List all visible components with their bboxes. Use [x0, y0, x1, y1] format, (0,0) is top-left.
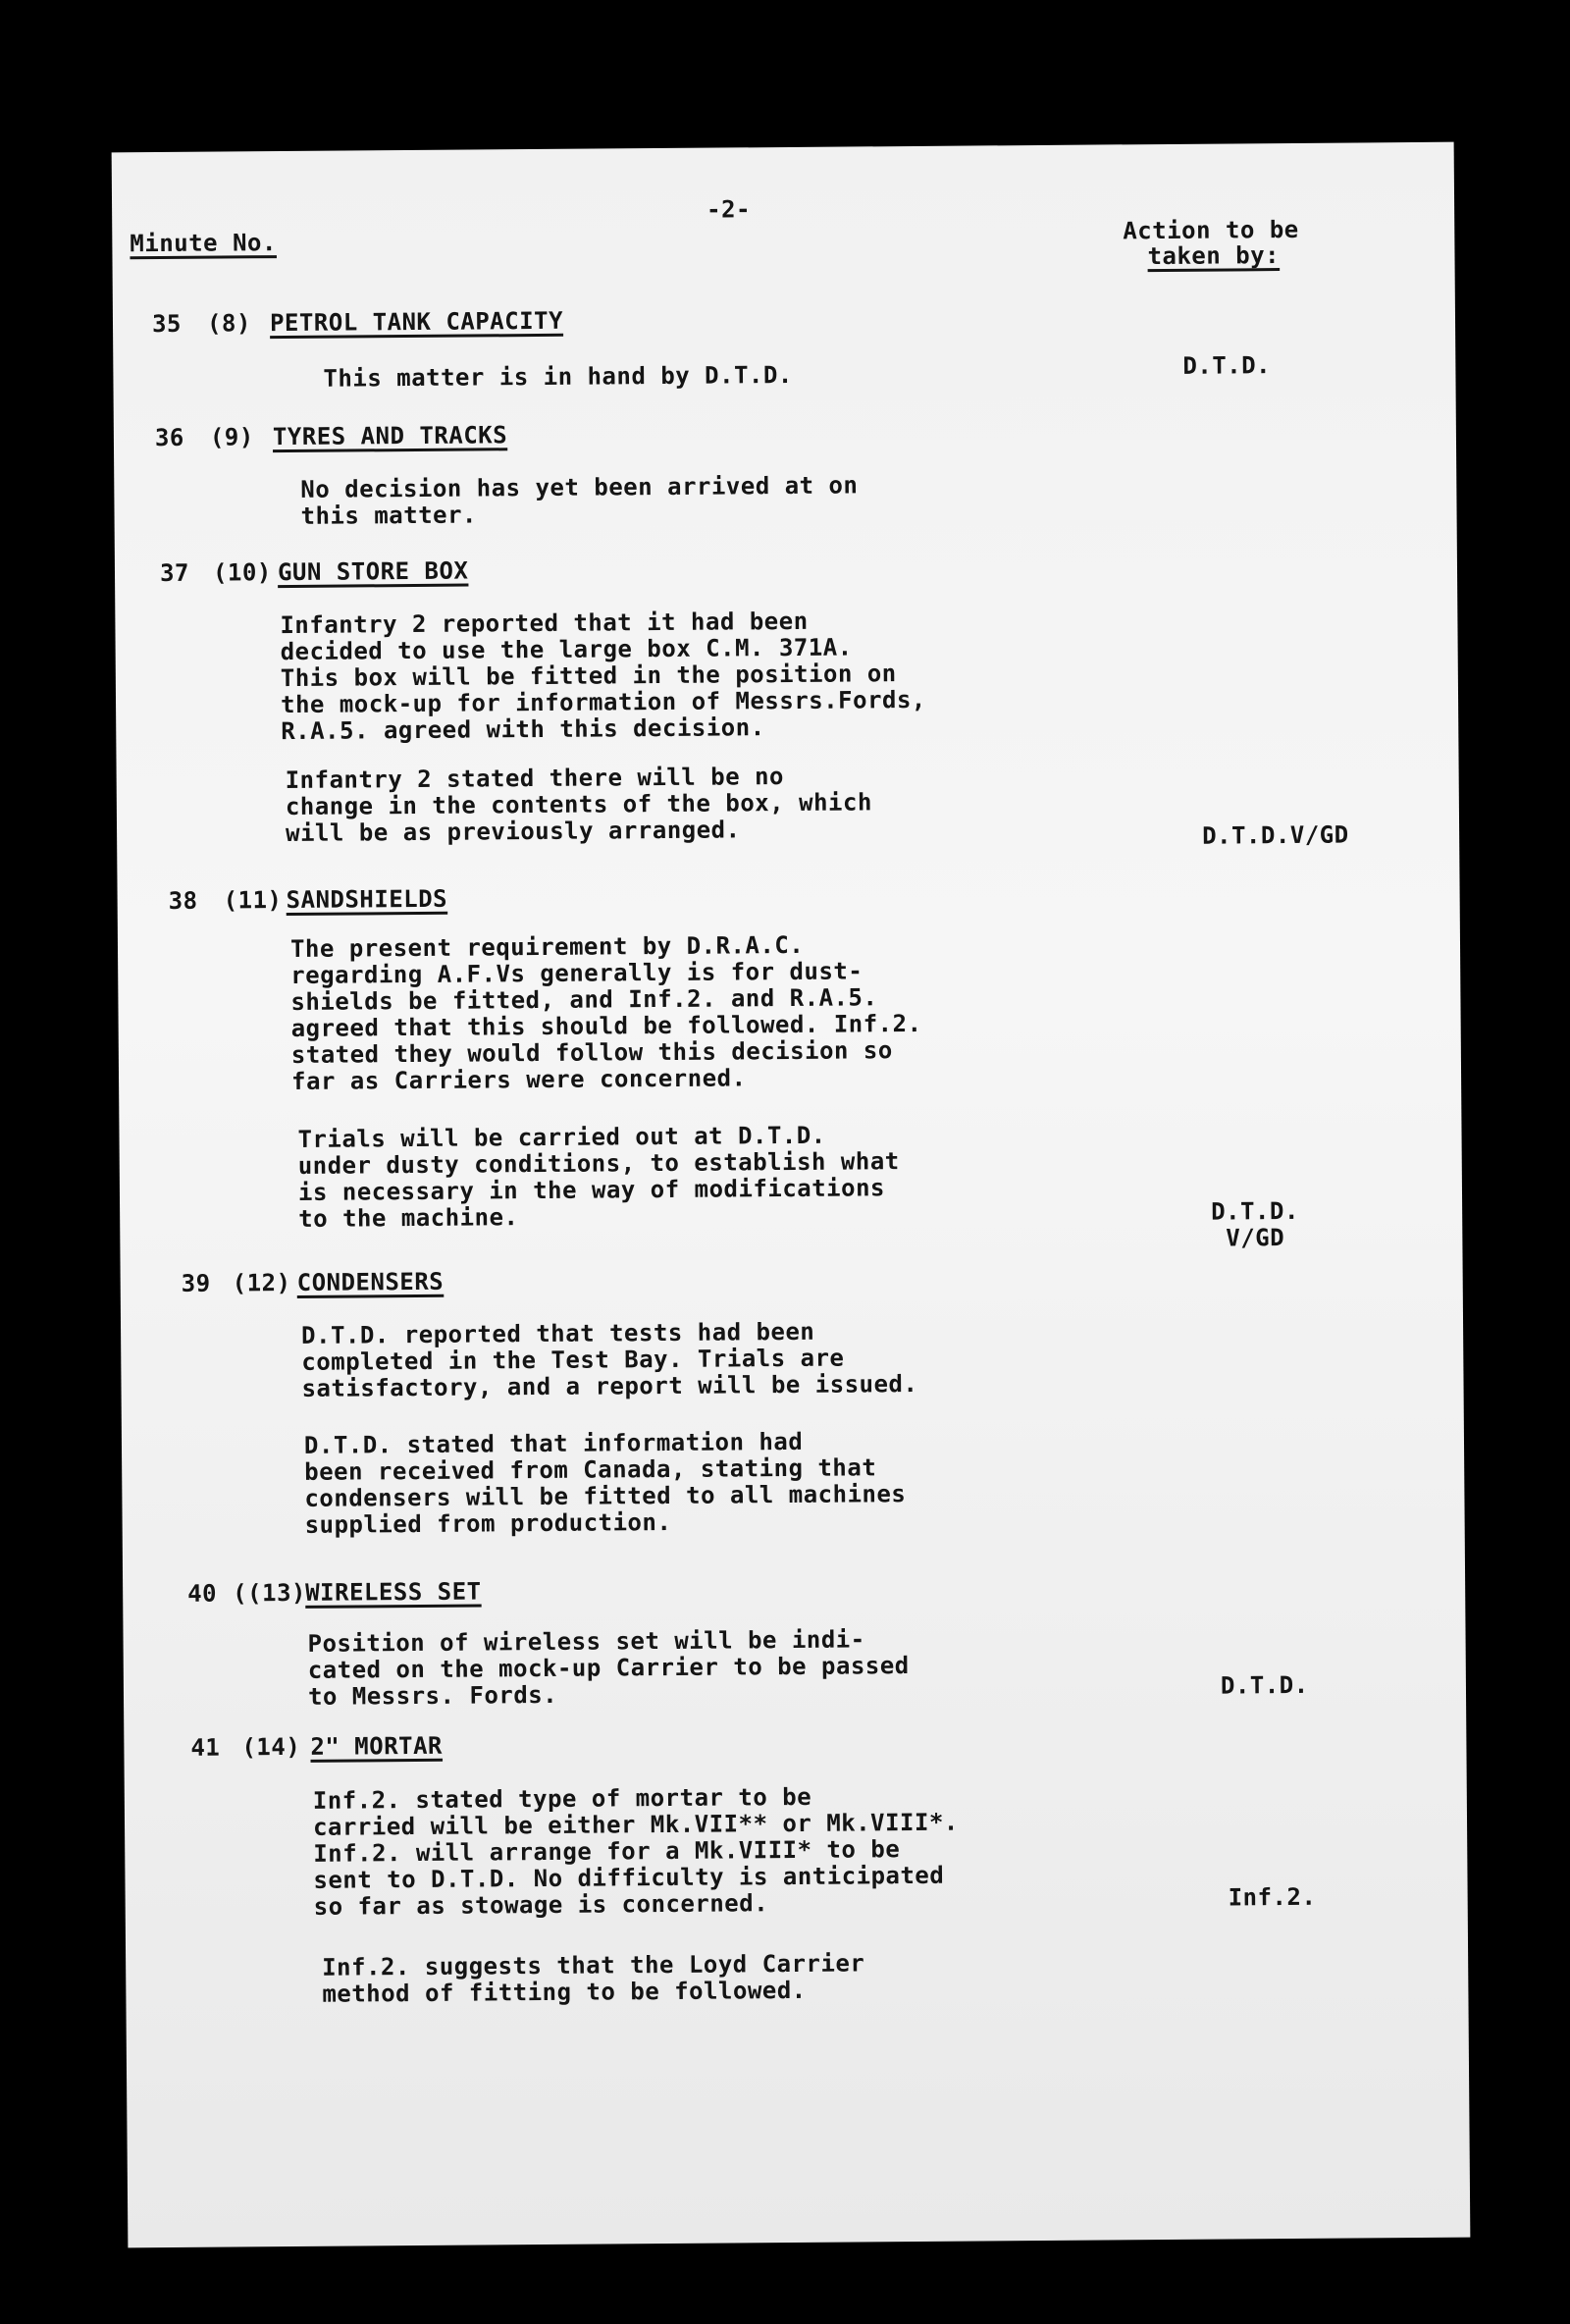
- item-sub-number: (8): [206, 309, 251, 338]
- item-title: TYRES AND TRACKS: [272, 421, 508, 451]
- item-action: D.T.D.V/GD: [1202, 820, 1349, 850]
- item-sub-number: (11): [223, 886, 283, 915]
- item-action: D.T.D. V/GD: [1211, 1196, 1299, 1252]
- item-paragraph: Trials will be carried out at D.T.D. under dusty conditions, to establish what is necessary in the way of modifications to the machine.: [297, 1121, 900, 1233]
- item-paragraph: Inf.2. stated type of mortar to be carried will be either Mk.VII** or Mk.VIII*. Inf.2. will arrange for a Mk.VIII* to be sent to D.T.D. No difficulty is anticipated so far as stowage is concerned.: [312, 1782, 959, 1921]
- item-title: WIRELESS SET: [305, 1577, 482, 1607]
- item-paragraph: Infantry 2 reported that it had been decided to use the large box C.M. 371A. This box will be fitted in the position on the mock-up for information of Messrs.Fords, R.A.5. agreed with this decision.: [280, 607, 926, 746]
- item-paragraph: No decision has yet been arrived at on this matter.: [300, 471, 859, 530]
- item-paragraph: This matter is in hand by D.T.D.: [323, 360, 793, 393]
- item-number: 38: [168, 886, 198, 915]
- item-number: 36: [154, 423, 184, 452]
- document-page: [112, 142, 1471, 2248]
- item-number: 41: [190, 1733, 221, 1762]
- item-action: D.T.D.: [1182, 351, 1272, 380]
- item-paragraph: Position of wireless set will be indi- cated on the mock-up Carrier to be passed to Messrs. Fords.: [307, 1625, 910, 1711]
- item-sub-number: ((13): [233, 1578, 307, 1608]
- item-sub-number: (9): [209, 423, 254, 451]
- item-paragraph: D.T.D. stated that information had been received from Canada, stating that condensers will be fitted to all machines supplied from production.: [303, 1427, 907, 1539]
- action-label-line2: taken by:: [1147, 241, 1281, 271]
- page-number: -2-: [706, 195, 752, 224]
- item-paragraph: The present requirement by D.R.A.C. regarding A.F.Vs generally is for dust- shields be fitted, and Inf.2. and R.A.5. agreed that this should be followed. Inf.2. stated they would follow this decision so far as Carriers were concerned.: [289, 930, 922, 1095]
- minute-no-label: Minute No.: [130, 229, 277, 258]
- item-action: D.T.D.: [1220, 1670, 1309, 1700]
- item-number: 35: [151, 309, 183, 339]
- item-paragraph: Infantry 2 stated there will be no change in the contents of the box, which will be as previously arranged.: [285, 763, 872, 848]
- item-paragraph: D.T.D. reported that tests had been completed in the Test Bay. Trials are satisfactory, and a report will be issued.: [301, 1317, 918, 1402]
- item-number: 40: [187, 1579, 218, 1608]
- item-title: SANDSHIELDS: [286, 884, 448, 915]
- item-title: CONDENSERS: [296, 1267, 445, 1296]
- item-number: 39: [181, 1269, 211, 1297]
- item-paragraph: Inf.2. suggests that the Loyd Carrier method of fitting to be followed.: [322, 1949, 865, 2008]
- item-action: Inf.2.: [1228, 1882, 1317, 1912]
- item-number: 37: [159, 558, 190, 588]
- item-title: GUN STORE BOX: [277, 556, 469, 587]
- item-sub-number: (12): [232, 1269, 291, 1297]
- item-sub-number: (14): [241, 1732, 301, 1762]
- action-label-line1: Action to be: [1123, 215, 1299, 245]
- item-sub-number: (10): [212, 558, 272, 587]
- item-title: PETROL TANK CAPACITY: [269, 306, 564, 338]
- item-title: 2" MORTAR: [310, 1731, 444, 1761]
